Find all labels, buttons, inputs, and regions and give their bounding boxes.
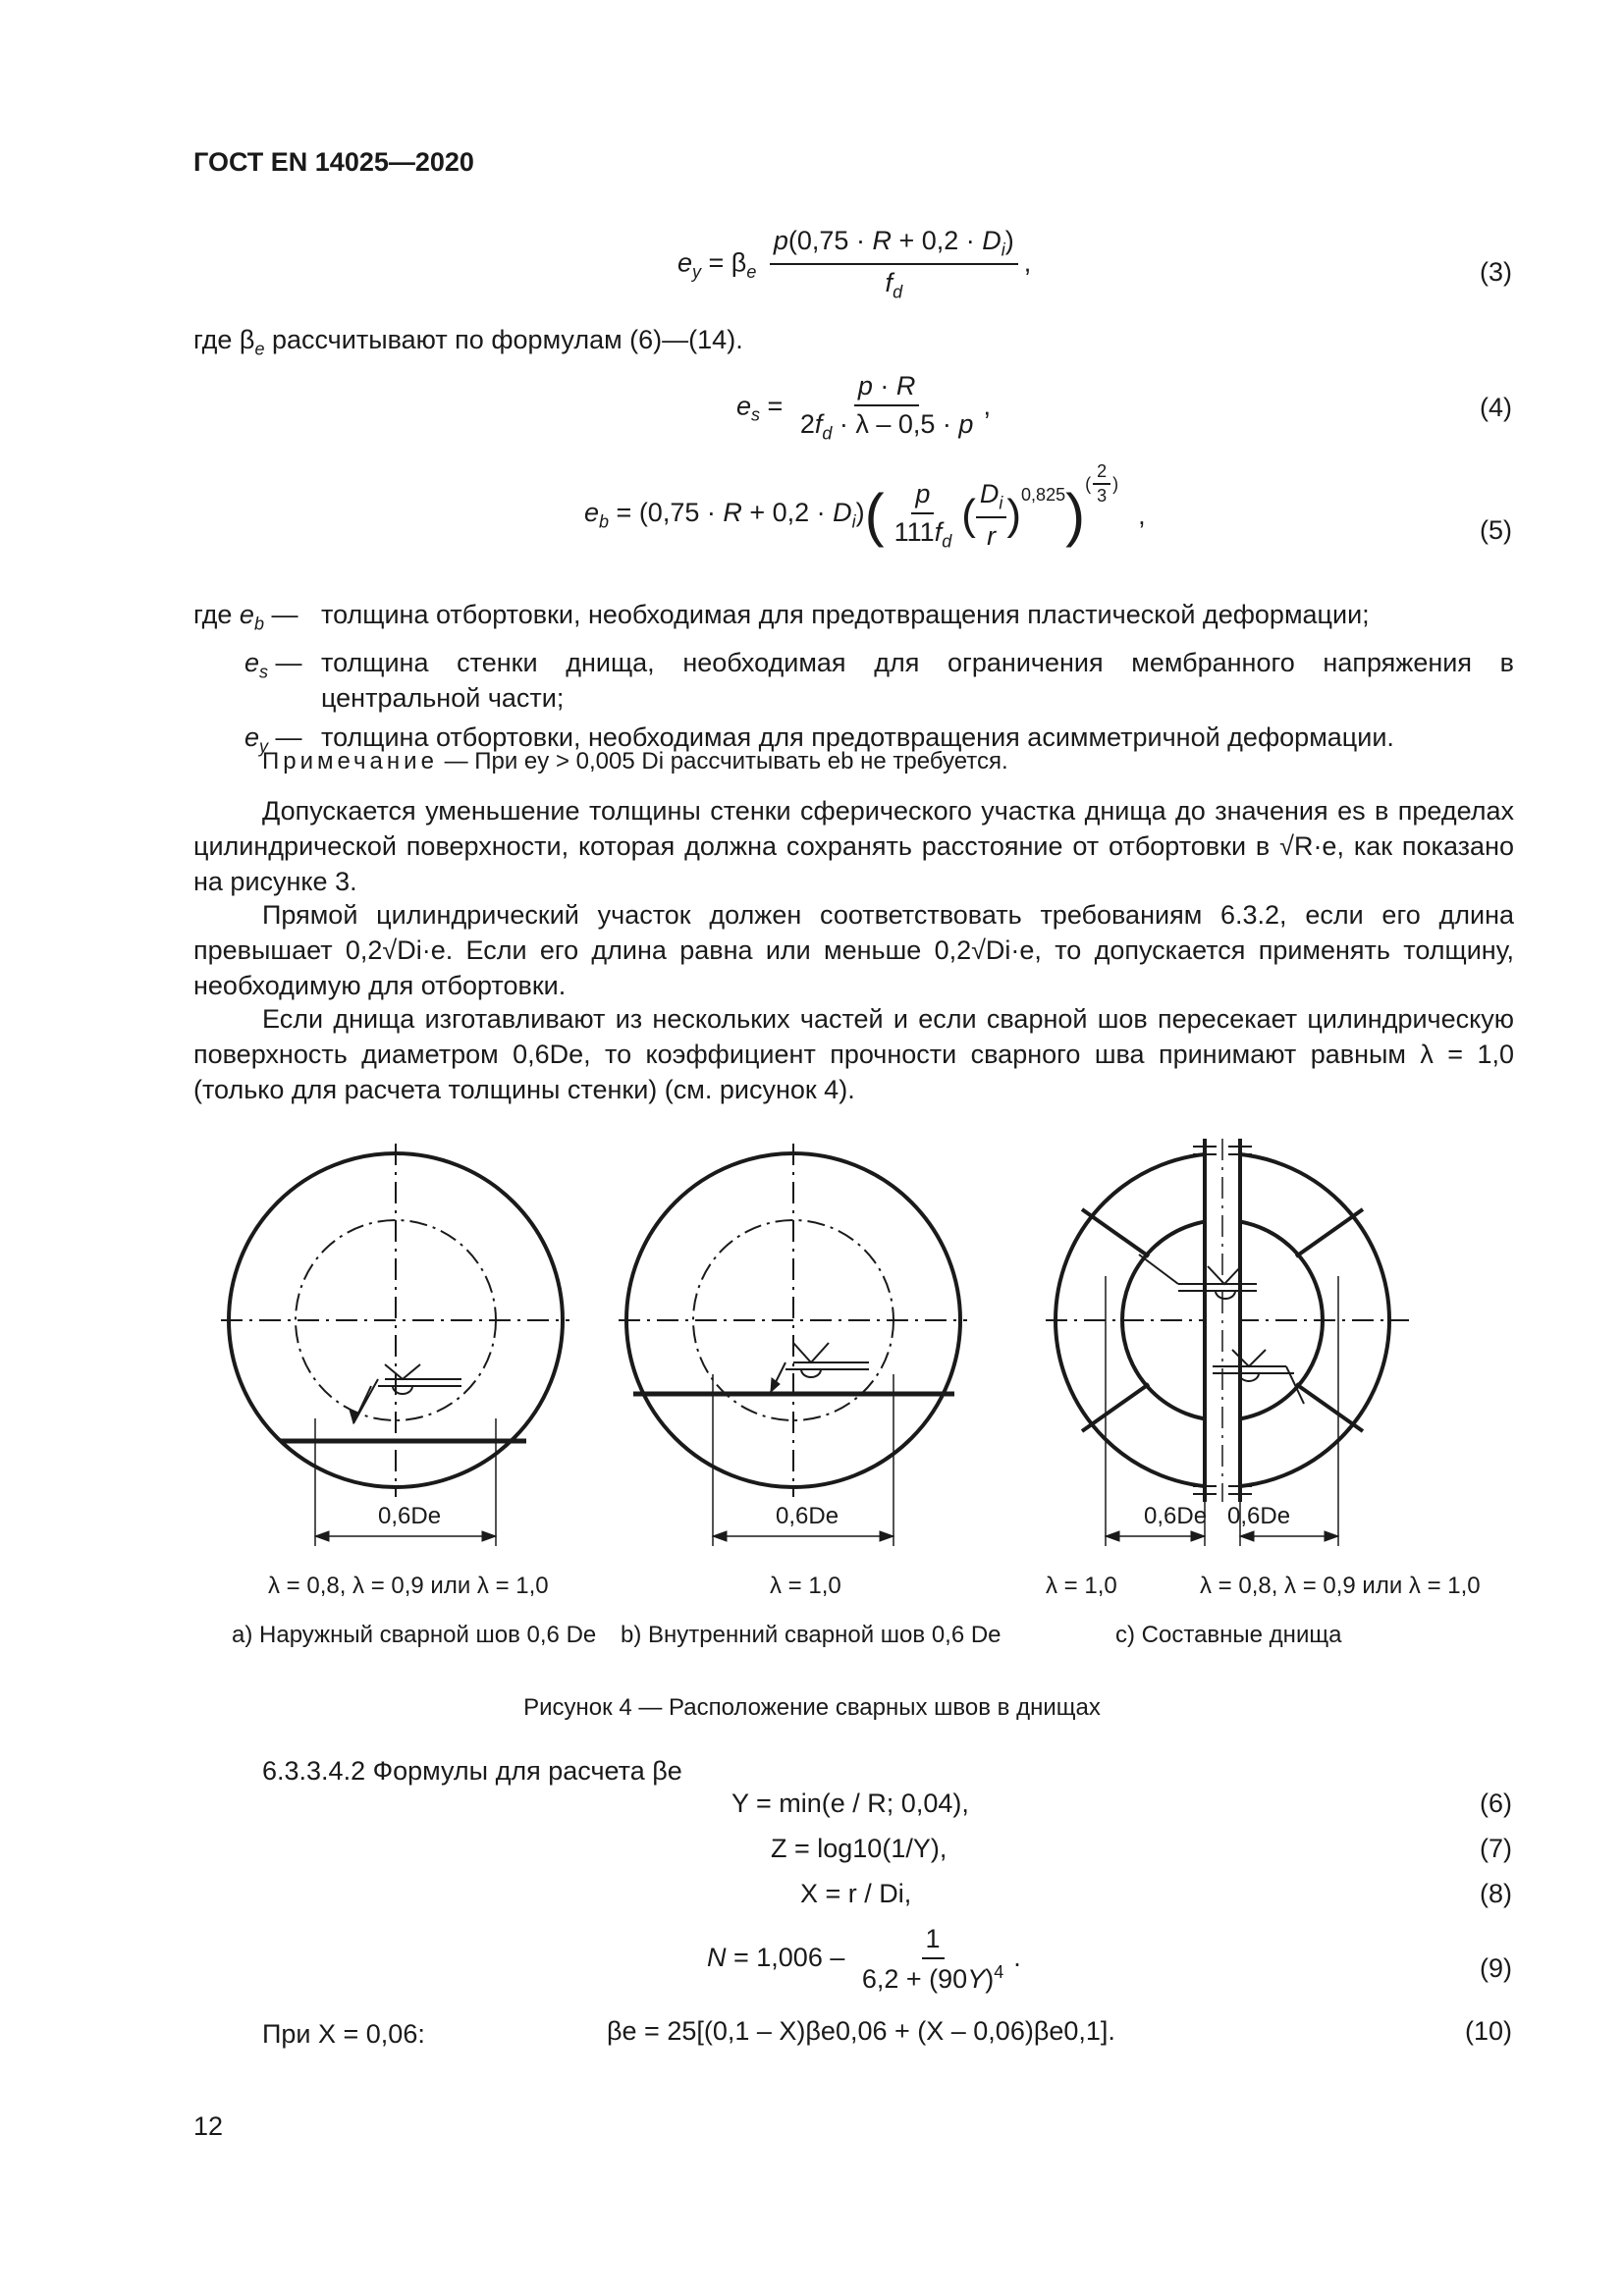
equation-9: N = 1,006 – $\frac{1}{6,2 + (90Y)^4}$ .: [707, 1924, 1021, 1994]
diagram-c: [1046, 1129, 1409, 1546]
equation-5: $e_b = (0,75 \cdot R + 0,2 \cdot D_i)$ ( $\frac{p}{111f_d}$ ( $\frac{D_i}{r}$ ) $^{0,825}$ ) ( $\frac{2}{3}$ ) ,: [584, 461, 1146, 552]
caption-c: c) Составные днища: [1115, 1622, 1342, 1648]
equation-3-number: (3): [1480, 257, 1512, 287]
definition-ey: $e_y$ — толщина отбортовки, необходимая для предотвращения асимметричной деформации.: [244, 722, 1394, 757]
paragraph-3: Если днища изготавливают из нескольких частей и если сварной шов пересекает цилиндрическую поверхность диаметром 0,6De, то коэффициент прочности сварного шва принимают равным λ = 1,0 (только для расчета толщины стенки) (см. рисунок 4).: [193, 1004, 1514, 1104]
diagram-a: [221, 1144, 569, 1546]
equation-3: $e_y = \beta_e$ $\frac{p(0,75 \cdot R + 0,2 \cdot D_i)}{f_d}$ ,: [677, 226, 1032, 302]
equation-7-number: (7): [1480, 1834, 1512, 1863]
beta-note: где $\beta_e$ рассчитывают по формулам (6)—(14).: [193, 325, 743, 359]
page-number: 12: [193, 2111, 224, 2141]
lambda-label-a: λ = 0,8, λ = 0,9 или λ = 1,0: [268, 1573, 549, 1599]
equation-6: Y = min(e / R; 0,04),: [731, 1789, 969, 1818]
dim-label-c-right: 0,6De: [1227, 1503, 1291, 1529]
note-label: Примечание: [262, 748, 438, 774]
equation-8-number: (8): [1480, 1879, 1512, 1908]
equation-10: βe = 25[(0,1 – X)βe0,06 + (X – 0,06)βe0,1].: [607, 2016, 1115, 2046]
section-heading: 6.3.3.4.2 Формулы для расчета βe: [262, 1756, 682, 1786]
equation-9-number: (9): [1480, 1953, 1512, 1983]
caption-a: a) Наружный сварной шов 0,6 De: [232, 1622, 597, 1648]
equation-10-number: (10): [1464, 2016, 1512, 2046]
equation-7: Z = log10(1/Y),: [771, 1834, 947, 1863]
lambda-label-c-right: λ = 0,8, λ = 0,9 или λ = 1,0: [1200, 1573, 1481, 1599]
equation-6-number: (6): [1480, 1789, 1512, 1818]
equation-10-condition: При X = 0,06:: [262, 2019, 425, 2049]
equation-8: X = r / Di,: [800, 1879, 912, 1908]
equation-5-number: (5): [1480, 515, 1512, 545]
paragraph-1: Допускается уменьшение толщины стенки сферического участка днища до значения es в пределах цилиндрической поверхности, которая должна сохранять расстояние от отбортовки в √R·e, как показано на рисунке 3.: [193, 796, 1514, 896]
note-text: — При ey > 0,005 Di рассчитывать eb не требуется.: [444, 748, 1008, 774]
equation-4: $e_s$ = $\frac{p \cdot R}{2f_d \cdot \lambda - 0,5 \cdot p}$ ,: [736, 371, 991, 444]
dim-label-b: 0,6De: [776, 1503, 839, 1529]
paragraph-2: Прямой цилиндрический участок должен соответствовать требованиям 6.3.2, если его длина превышает 0,2√Di·e. Если его длина равна или меньше 0,2√Di·e, то допускается применять толщину, необходимую для отбортовки.: [193, 900, 1514, 1000]
dim-label-c-left: 0,6De: [1144, 1503, 1208, 1529]
dim-label-a: 0,6De: [378, 1503, 442, 1529]
definition-eb: где $e_b$ — толщина отбортовки, необходимая для предотвращения пластической деформации;: [193, 600, 1370, 634]
document-header: ГОСТ EN 14025—2020: [193, 147, 474, 177]
lambda-label-c-left: λ = 1,0: [1046, 1573, 1117, 1599]
lambda-label-b: λ = 1,0: [770, 1573, 841, 1599]
equation-4-number: (4): [1480, 393, 1512, 422]
caption-b: b) Внутренний сварной шов 0,6 De: [621, 1622, 1001, 1648]
definition-es: $e_s$ — толщина стенки днища, необходимая для ограничения мембранного напряжения в центральной части;: [244, 648, 1514, 714]
figure-title: Рисунок 4 — Расположение сварных швов в днищах: [523, 1694, 1101, 1721]
diagram-b: [619, 1144, 967, 1546]
